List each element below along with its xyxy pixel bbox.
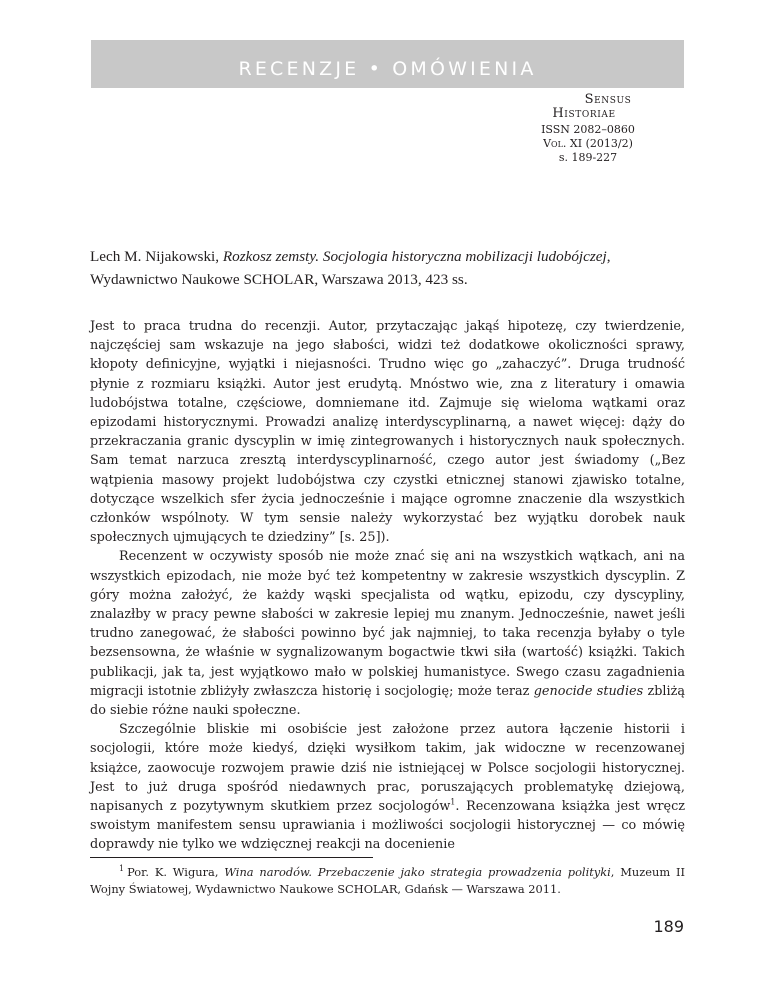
footnote-title: Wina narodów. Przebaczenie jako strategia prowadzenia polityki (224, 865, 611, 879)
paragraph-2-text: Recenzent w oczywisty sposób nie może znać się ani na wszystkich wątkach, ani na wszystkich epizodach, nie może być też kompetentny w zakresie wszystkich dyscyplin. Z góry można założyć, że każdy wąski specjalista od wątku, epizodu, czy dyscypliny, znalazłby w pracy pewne słabości w zakresie lepiej mu znanym. Jednocześnie, nawet jeśli trudno zanegować, że słabości powinno być jak najmniej, to taka recenzja byłaby o tyle bezsensowna, że właśnie w sygnalizowanym bogactwie tkwi siła (wartość) książki. Takich publikacji, jak ta, jest wyjątkowo mało w polskiej humanistyce. Swego czasu zagadnienia migracji istotnie zbliżyły zwłaszcza historię i socjologię; może teraz (90, 549, 685, 699)
journal-pages: s. 189-227 (558, 151, 618, 164)
review-body (90, 317, 685, 855)
paragraph-2 (90, 547, 685, 720)
paragraph-3-text: Szczególnie bliskie mi osobiście jest założone przez autora łączenie historii i socjologii, które może kiedyś, dzięki wysiłkom takim, jak widoczne w recenzowanej książce, zaowocuje rozwojem prawie dziś nie istniejącej w Polsce socjologii historycznej. Jest to już druga spośród niedawnych prac, poruszających problematykę dziejową, napisanych z pozytywnym skutkiem przez socjologów (90, 722, 685, 815)
footnote-text: Por. K. Wigura, (127, 865, 225, 879)
bibliographic-reference (90, 245, 685, 291)
journal-info (488, 93, 688, 165)
footnote-number: 1 (119, 864, 125, 874)
book-author: Lech M. Nijakowski, (90, 248, 223, 265)
section-banner-title: RECENZJE • OMÓWIENIA (238, 58, 537, 80)
journal-name-line1: Sensus (584, 92, 632, 107)
paragraph-2-italic: genocide studies (533, 683, 644, 699)
footnote (90, 864, 685, 898)
section-banner (91, 40, 684, 88)
footnote-reference: 1 (450, 797, 456, 807)
book-title: Rozkosz zemsty. Socjologia historyczna mobilizacji ludobójczej (222, 248, 607, 265)
paragraph-1: Jest to praca trudna do recenzji. Autor, przytaczając jakąś hipotezę, czy twierdzenie, najczęściej sam wskazuje na jego słabości, widzi też dodatkowe okoliczności sprawy, kłopoty definicyjne, wyjątki i niejasności. Trudno więc go „zahaczyć”. Druga trudność płynie z rozmiaru książki. Autor jest erudytą. Mnóstwo wie, zna z literatury i omawia ludobójstwa totalne, częściowe, domniemane itd. Zajmuje się wieloma wątkami oraz epizodami historycznymi. Prowadzi analizę interdyscyplinarną, a nawet więcej: dąży do przekraczania granic dyscyplin w imię zintegrowanych i historycznych nauk społecznych. Sam temat narzuca zresztą interdyscyplinarność, czego autor jest świadomy („Bez wątpienia masowy projekt ludobójstwa czy czystki etnicznej stanowi zjawisko totalne, dotyczące wszelkich sfer życia jednocześnie i mające ogromne znaczenie dla wszystkich członków wspólnoty. W tym sensie należy wykorzystać bez wyjątku dorobek nauk społecznych ujmujących te dziedziny” [s. 25]). (90, 319, 685, 546)
footnote-divider (90, 857, 373, 858)
paragraph-3 (90, 720, 685, 854)
page-number: 189 (653, 917, 684, 936)
footnote-text-end: , Muzeum II Wojny Światowej, Wydawnictwo Naukowe SCHOLAR, Gdańsk — Warszawa 2011. (90, 865, 685, 896)
journal-issn: ISSN 2082–0860 (541, 123, 635, 136)
book-publisher: , Wydawnictwo Naukowe SCHOLAR, Warszawa 2013, 423 ss. (90, 248, 611, 288)
paragraph-3-text-end: . Recenzowana książka jest wręcz swoistym manifestem sensu uprawiania i możliwości socjologii historycznej — co mówię doprawdy nie tylko we wdzięcznej reakcji na docenienie (90, 799, 686, 853)
paragraph-2-text-end: zbliżą do siebie różne nauki społeczne. (90, 683, 685, 719)
journal-name-line2: Historiae (552, 106, 616, 121)
journal-volume: Vol. XI (2013/2) (543, 137, 633, 150)
